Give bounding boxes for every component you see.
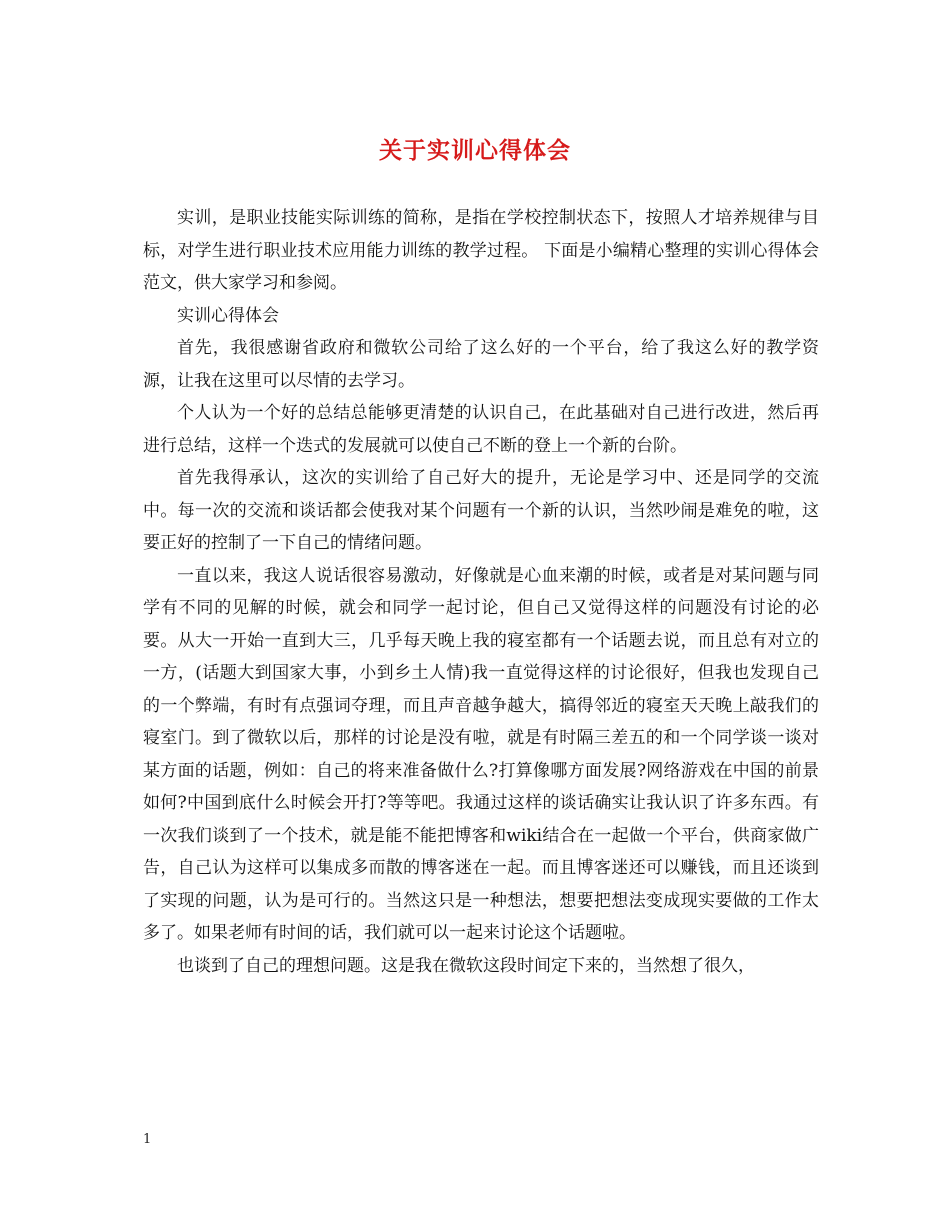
paragraph: 首先我得承认，这次的实训给了自己好大的提升，无论是学习中、还是同学的交流中。每一次的交流和谈话都会使我对某个问题有一个新的认识，当然吵闹是难免的啦，这要正好的控制了一下自己的情绪问题。 (143, 468, 819, 553)
paragraph: 一直以来，我这人说话很容易激动，好像就是心血来潮的时候，或者是对某问题与同学有不同的见解的时候，就会和同学一起讨论，但自己又觉得这样的问题没有讨论的必要。从大一开始一直到大三，几乎每天晚上我的寝室都有一个话题去说，而且总有对立的一方，(话题大到国家大事，小到乡土人情)我一直觉得这样的讨论很好，但我也发现自己的一个弊端，有时有点强词夺理，而且声音越争越大，搞得邻近的寝室天天晚上敲我们的寝室门。到了微软以后，那样的讨论是没有啦，就是有时隔三差五的和一个同学谈一谈对某方面的话题，例如：自己的将来准备做什么?打算像哪方面发展?网络游戏在中国的前景如何?中国到底什么时候会开打?等等吧。我通过这样的谈话确实让我认识了许多东西。有一次我们谈到了一个技术，就是能不能把博客和wiki结合在一起做一个平台，供商家做广告，自己认为这样可以集成多而散的博客迷在一起。而且博客迷还可以赚钱，而且还谈到了实现的问题，认为是可行的。当然这只是一种想法，想要把想法变成现实要做的工作太多了。如果老师有时间的话，我们就可以一起来讨论这个话题啦。 (143, 565, 819, 943)
paragraph: 个人认为一个好的总结总能够更清楚的认识自己，在此基础对自己进行改进，然后再进行总结，这样一个迭式的发展就可以使自己不断的登上一个新的台阶。 (143, 403, 819, 456)
document-title: 关于实训心得体会 (379, 137, 571, 164)
document-body (143, 202, 819, 982)
page-number: 1 (143, 1132, 152, 1147)
paragraph-subheading: 实训心得体会 (177, 305, 279, 326)
paragraph-intro: 实训，是职业技能实际训练的简称，是指在学校控制状态下，按照人才培养规律与目标，对学生进行职业技术应用能力训练的教学过程。 下面是小编精心整理的实训心得体会范文，供大家学习和参阅。 (143, 208, 819, 293)
paragraph: 首先，我很感谢省政府和微软公司给了这么好的一个平台，给了我这么好的教学资源，让我在这里可以尽情的去学习。 (143, 338, 819, 391)
paragraph: 也谈到了自己的理想问题。这是我在微软这段时间定下来的，当然想了很久， (177, 955, 755, 976)
